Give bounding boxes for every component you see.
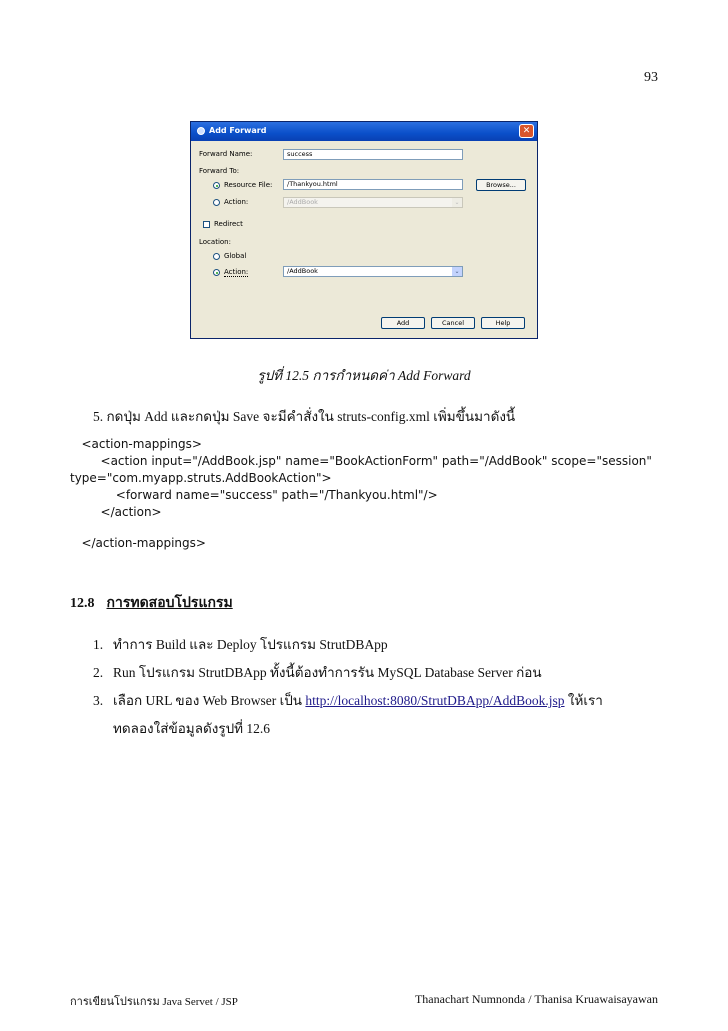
list-item-continuation: ทดลองใส่ข้อมูลดังรูปที่ 12.6 xyxy=(113,721,271,736)
location-action-radio[interactable] xyxy=(213,269,220,276)
global-label: Global xyxy=(224,252,247,260)
page-number: 93 xyxy=(644,70,658,85)
code-line: type="com.myapp.struts.AddBookAction"> xyxy=(70,471,332,485)
forward-name-value: success xyxy=(287,150,313,158)
redirect-label: Redirect xyxy=(214,220,243,228)
forward-name-field[interactable] xyxy=(283,149,463,160)
action-radio[interactable] xyxy=(213,199,220,206)
location-label: Location: xyxy=(199,238,231,246)
list-item xyxy=(93,689,603,711)
figure-caption: รูปที่ 12.5 การกำหนดค่า Add Forward xyxy=(257,368,471,383)
list-text: Run โปรแกรม StrutDBApp ทั้งนี้ต้องทำการรัน MySQL Database Server ก่อน xyxy=(113,665,542,680)
list-item xyxy=(93,633,388,655)
location-action-value: /AddBook xyxy=(287,267,318,275)
help-button[interactable]: Help xyxy=(481,317,525,329)
action-select-value: /AddBook xyxy=(287,198,318,206)
footer-right: Thanachart Numnonda / Thanisa Kruawaisayawan xyxy=(414,992,658,1006)
step-5-text: 5. กดปุ่ม Add และกดปุ่ม Save จะมีคำสั่งใน struts-config.xml เพิ่มขึ้นมาดังนี้ xyxy=(93,409,516,424)
footer-left: การเขียนโปรแกรม Java Servet / JSP xyxy=(70,996,238,1008)
action-label: Action: xyxy=(224,198,249,206)
section-heading xyxy=(70,592,233,614)
chevron-down-icon: ⌄ xyxy=(452,198,462,207)
code-line: </action> xyxy=(70,505,162,519)
app-icon xyxy=(197,127,205,135)
redirect-checkbox[interactable] xyxy=(203,221,210,228)
forward-to-label: Forward To: xyxy=(199,167,240,175)
code-line: <action input="/AddBook.jsp" name="BookActionForm" path="/AddBook" scope="session" xyxy=(70,454,652,468)
list-number: 3. xyxy=(93,693,104,708)
resource-file-label: Resource File: xyxy=(224,181,273,189)
list-text: ทำการ Build และ Deploy โปรแกรม StrutDBApp xyxy=(113,637,388,652)
section-number: 12.8 xyxy=(70,596,95,611)
url-link[interactable]: http://localhost:8080/StrutDBApp/AddBook.jsp xyxy=(305,693,565,708)
resource-file-value: /Thankyou.html xyxy=(287,180,338,188)
section-title: การทดสอบโปรแกรม xyxy=(106,596,233,611)
close-icon[interactable]: ✕ xyxy=(519,124,534,138)
dialog-title: Add Forward xyxy=(209,126,267,135)
code-line: <action-mappings> xyxy=(70,437,202,451)
list-number: 1. xyxy=(93,637,104,652)
location-action-label: Action: xyxy=(224,268,249,276)
cancel-button[interactable]: Cancel xyxy=(431,317,475,329)
global-radio[interactable] xyxy=(213,253,220,260)
chevron-down-icon: ⌄ xyxy=(452,267,462,276)
list-text: เลือก URL ของ Web Browser เป็น xyxy=(113,693,306,708)
dialog-titlebar xyxy=(191,122,537,141)
code-line: <forward name="success" path="/Thankyou.html"/> xyxy=(70,488,438,502)
forward-name-label: Forward Name: xyxy=(199,150,253,158)
code-line: </action-mappings> xyxy=(70,536,206,550)
browse-button[interactable]: Browse... xyxy=(476,179,526,191)
list-number: 2. xyxy=(93,665,104,680)
add-button[interactable]: Add xyxy=(381,317,425,329)
list-item xyxy=(93,661,542,683)
location-action-select[interactable] xyxy=(283,266,463,277)
resource-file-radio[interactable] xyxy=(213,182,220,189)
list-text-after: ให้เรา xyxy=(564,693,603,708)
add-forward-dialog xyxy=(190,121,538,339)
resource-file-field[interactable] xyxy=(283,179,463,190)
action-select[interactable] xyxy=(283,197,463,208)
